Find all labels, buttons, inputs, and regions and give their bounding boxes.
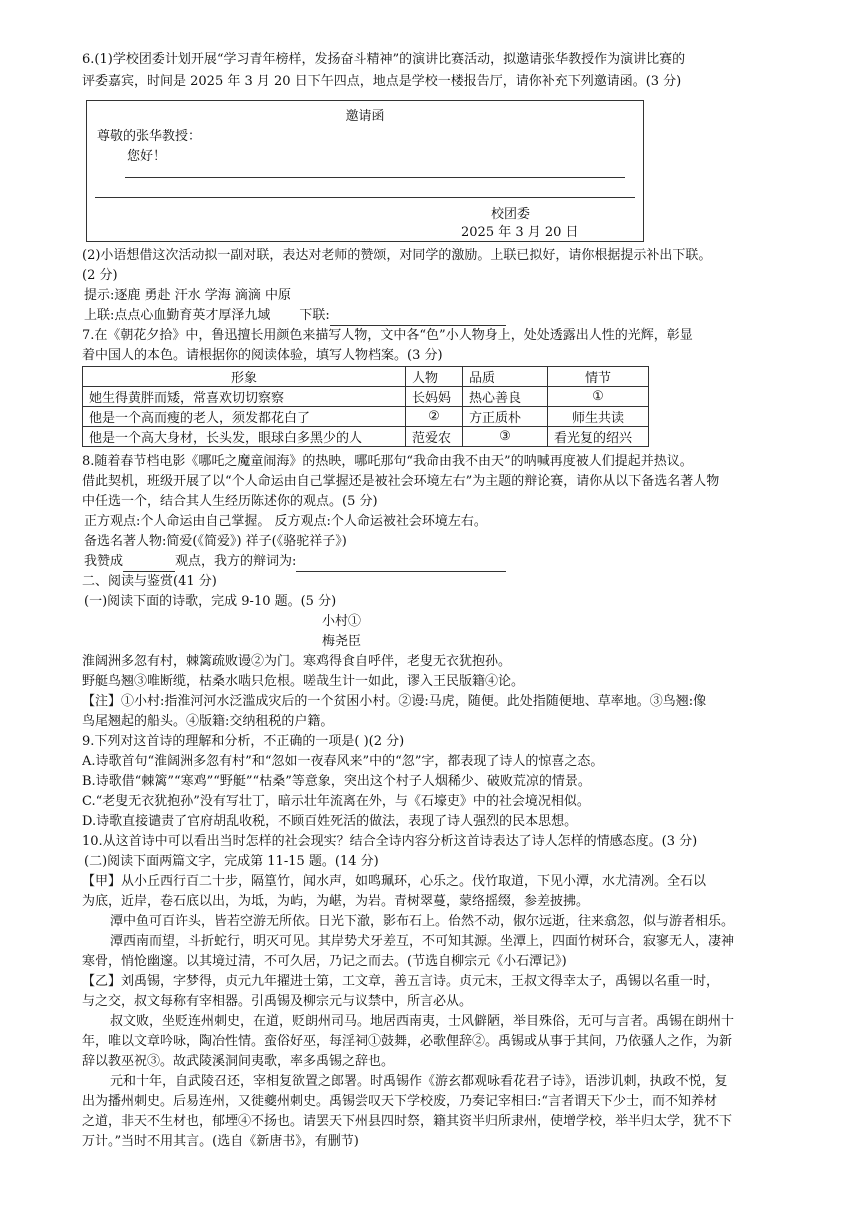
invitation-title: 邀请函 (345, 109, 385, 124)
q10-stem: 10.从这首诗中可以看出当时怎样的社会现实？结合全诗内容分析这首诗表达了诗人怎样的情感态度。(3 分) (82, 834, 698, 849)
table-header-row (83, 367, 649, 387)
table-cell: 师生共读 (548, 407, 649, 427)
table-cell-blank[interactable]: ① (548, 387, 649, 407)
candidate-books: 备选名著人物:简爱(《简爱》) 祥子(《骆驼祥子》) (84, 534, 347, 549)
couplet-row (84, 306, 814, 326)
passage-yi-line-7: 出为播州刺史。后易连州，又徙夔州刺史。禹锡尝叹天下学校废，乃奏记宰相曰:“言者谓天下少士，而不知养材 (82, 1094, 718, 1109)
q6-part1-line2: 评委嘉宾，时间是 2025 年 3 月 20 日下午四点，地点是学校一楼报告厅，请你补充下列邀请函。(3 分) (82, 74, 682, 89)
q8-line3: 中任选一个，结合其人生经历陈述你的观点。(5 分) (82, 494, 378, 509)
invitation-signer: 校团委 (491, 207, 531, 222)
couplet-hint: 提示:逐鹿 勇赴 汗水 学海 滴滴 中原 (84, 288, 292, 303)
table-cell-blank[interactable]: ② (406, 407, 463, 427)
section-2-heading: 二、阅读与鉴赏(41 分) (82, 574, 217, 589)
invitation-blank-line-1[interactable] (125, 177, 625, 178)
passage-yi-line-3: 叔文败，坐贬连州刺史，在道，贬朗州司马。地居西南夷，士风僻陋，举目殊俗，无可与言者。禹锡在朗州十 (110, 1014, 735, 1029)
passage-jia-line-2: 为底，近岸，卷石底以出，为坻，为屿，为嵁，为岩。青树翠蔓，蒙络摇缀，参差披拂。 (82, 894, 590, 909)
header-quality: 品质 (463, 367, 548, 387)
table-cell: 他是一个高而瘦的老人，须发都花白了 (83, 407, 406, 427)
q8-line1: 8.随着春节档电影《哪吒之魔童闹海》的热映，哪吒那句“我命由我不由天”的呐喊再度被人们提起并热议。 (82, 454, 693, 469)
header-plot: 情节 (548, 367, 649, 387)
q6-part1-line1: 6.(1)学校团委计划开展“学习青年榜样，发扬奋斗精神”的演讲比赛活动，拟邀请张华教授作为演讲比赛的 (82, 52, 686, 67)
table-cell-blank[interactable]: ③ (463, 427, 548, 447)
debate-views: 正方观点:个人命运由自己掌握。 反方观点:个人命运被社会环境左右。 (84, 514, 487, 529)
passage-jia-line-3: 潭中鱼可百许头，皆若空游无所依。日光下澈，影布石上。佁然不动，俶尔远逝，往来翕忽，似与游者相乐。 (110, 914, 735, 929)
header-image: 形象 (83, 367, 406, 387)
side-blank[interactable] (123, 557, 175, 572)
invitation-greeting: 您好！ (127, 149, 167, 164)
fill-suffix: 观点，我方的辩词为: (175, 554, 297, 569)
subsection-1-heading: (一)阅读下面的诗歌，完成 9-10 题。(5 分) (84, 594, 337, 609)
character-profile-table (82, 366, 649, 447)
table-row (83, 407, 649, 427)
passage-jia-line-5: 寒骨，悄怆幽邃。以其境过清，不可久居，乃记之而去。(节选自柳宗元《小石潭记》) (82, 954, 567, 969)
passage-yi-line-5: 辞以教巫祝③。故武陵溪洞间夷歌，率多禹锡之辞也。 (82, 1054, 395, 1069)
invitation-salutation: 尊敬的张华教授： (97, 129, 202, 144)
q7-line1: 7.在《朝花夕拾》中，鲁迅擅长用颜色来描写人物，文中各“色”小人物身上，处处透露出人性的光辉，彰显 (82, 328, 693, 343)
invitation-blank-line-2[interactable] (95, 197, 635, 198)
passage-yi-line-6: 元和十年，自武陵召还，宰相复欲置之郎署。时禹锡作《游玄都观咏看花君子诗》，语涉讥刺，执政不悦，复 (110, 1074, 728, 1089)
couplet-lower-label: 下联: (299, 308, 330, 323)
argument-blank[interactable] (296, 557, 506, 572)
couplet-upper: 上联:点点心血勤育英才厚泽九域 (84, 308, 271, 323)
invitation-box (86, 100, 644, 242)
table-cell: 她生得黄胖而矮，常喜欢切切察察 (83, 387, 406, 407)
q9-option-a[interactable]: A.诗歌首句“淮阔洲多忽有村”和“忽如一夜春风来”中的“忽”字，都表现了诗人的惊喜之态。 (82, 754, 604, 769)
q6-part2-line1: (2)小语想借这次活动拟一副对联，表达对老师的赞颂，对同学的激励。上联已拟好，请你根据提示补出下联。 (82, 248, 712, 263)
table-cell: 范爱农 (406, 427, 463, 447)
couplet-lower-blank[interactable] (330, 311, 506, 326)
table-cell: 他是一个高大身材，长头发，眼球白多黑少的人 (83, 427, 406, 447)
q9-option-c[interactable]: C.“老叟无衣犹抱孙”没有写壮丁，暗示壮年流离在外，与《石壕吏》中的社会境况相似。 (82, 794, 590, 809)
poem-title: 小村① (322, 614, 362, 629)
passage-yi-line-2: 与之交，叔文每称有宰相器。引禹锡及柳宗元与议禁中，所言必从。 (82, 994, 473, 1009)
debate-fill-row (84, 552, 814, 572)
table-cell: 长妈妈 (406, 387, 463, 407)
q9-option-d[interactable]: D.诗歌直接谴责了官府胡乱收税，不顾百姓死活的做法，表现了诗人强烈的民本思想。 (82, 814, 578, 829)
q7-line2: 着中国人的本色。请根据你的阅读体验，填写人物档案。(3 分) (82, 348, 443, 363)
passage-yi-line-8: 之道，非天不生材也，郁堙④不扬也。请罢天下州县四时祭，籍其资半归所隶州，使增学校，举半归太学，犹不下 (82, 1114, 733, 1129)
passage-jia-line-4: 潭西南而望，斗折蛇行，明灭可见。其岸势犬牙差互，不可知其源。坐潭上，四面竹树环合，寂寥无人，凄神 (110, 934, 735, 949)
q6-part2-line2: (2 分) (82, 268, 118, 283)
passage-yi-line-4: 年，唯以文章吟咏，陶冶性情。蛮俗好巫，每淫祠①鼓舞，必歌俚辞②。禹锡或从事于其间，乃依骚人之作，为新 (82, 1034, 733, 1049)
passage-yi-line-9: 万计。”当时不用其言。(选自《新唐书》，有删节) (82, 1134, 359, 1149)
q8-line2: 借此契机，班级开展了以“个人命运由自己掌握还是被社会环境左右”为主题的辩论赛，请你从以下备选名著人物 (82, 474, 720, 489)
header-person: 人物 (406, 367, 463, 387)
q9-option-b[interactable]: B.诗歌借“棘篱”“寒鸡”“野艇”“枯桑”等意象，突出这个村子人烟稀少、破败荒凉的情景。 (82, 774, 591, 789)
passage-jia-line-1: 【甲】从小丘西行百二十步，隔篁竹，闻水声，如鸣珮环，心乐之。伐竹取道，下见小潭，水尤清冽。全石以 (82, 874, 707, 889)
table-row (83, 387, 649, 407)
table-cell: 热心善良 (463, 387, 548, 407)
poem-note-2: 鸟尾翘起的船头。④版籍:交纳租税的户籍。 (82, 714, 334, 729)
subsection-2-heading: (二)阅读下面两篇文字，完成第 11-15 题。(14 分) (84, 854, 379, 869)
poem-note-1: 【注】①小村:指淮河河水泛滥成灾后的一个贫困小村。②谩:马虎，随便。此处指随便地、草率地。③鸟翘:像 (82, 694, 707, 709)
q9-stem: 9.下列对这首诗的理解和分析，不正确的一项是( )(2 分) (82, 734, 405, 749)
table-row (83, 427, 649, 447)
passage-yi-line-1: 【乙】刘禹锡，字梦得，贞元九年擢进士第，工文章，善五言诗。贞元末，王叔文得幸太子，禹锡以名重一时， (82, 974, 720, 989)
poem-author: 梅尧臣 (322, 634, 362, 649)
invitation-date: 2025 年 3 月 20 日 (461, 225, 579, 240)
poem-line-1: 淮阔洲多忽有村，棘篱疏败谩②为门。寒鸡得食自呼伴，老叟无衣犹抱孙。 (82, 654, 512, 669)
table-cell: 方正质朴 (463, 407, 548, 427)
table-cell: 看光复的绍兴 (548, 427, 649, 447)
fill-prefix: 我赞成 (84, 554, 124, 569)
poem-line-2: 野艇鸟翘③唯断缆，枯桑水啮只危根。嗟哉生计一如此，谬入王民版籍④论。 (82, 674, 525, 689)
